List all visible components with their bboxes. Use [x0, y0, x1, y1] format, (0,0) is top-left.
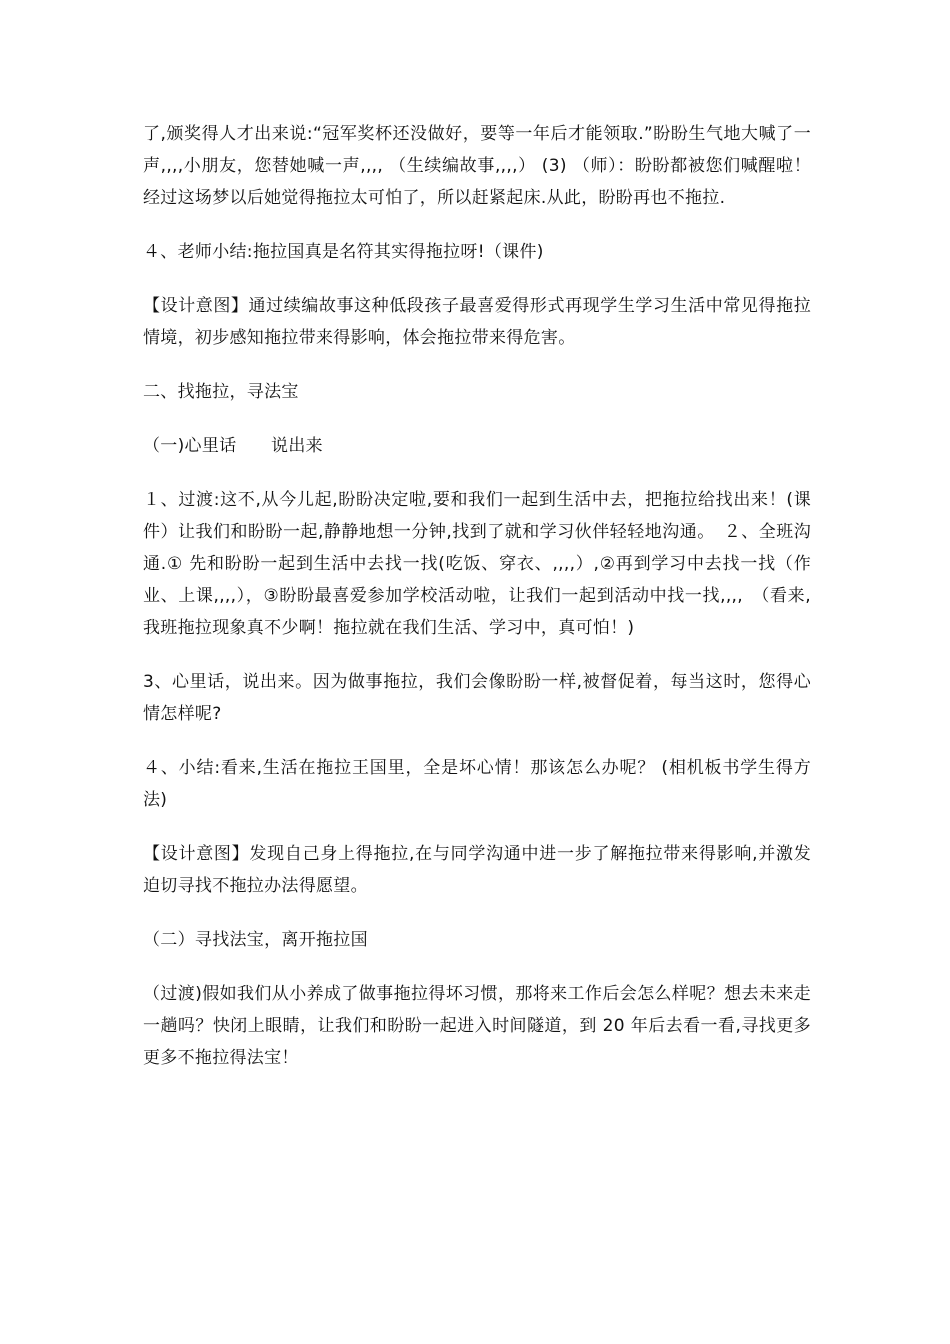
section-heading-2: 二、找拖拉，寻法宝 — [143, 382, 299, 402]
subsection-heading-1: （一)心里话 说出来 — [143, 436, 323, 456]
subsection-heading-2: （二）寻找法宝，离开拖拉国 — [143, 930, 368, 950]
paragraph-transition: １、过渡:这不,从今儿起,盼盼决定啦,要和我们一起到生活中去，把拖拉给找出来！(课件）让我们和盼盼一起,静静地想一分钟,找到了就和学习伙伴轻轻地沟通。 ２、全班沟通.① 先和盼盼一起到生活中去找一找(吃饭、穿衣、,,,,）,②再到学习中去找一找（作业、上课,,,,），③盼盼最喜爱参加学校活动啦，让我们一起到活动中找一找,,,, （看来,我班拖拉现象真不少啊！拖拉就在我们生活、学习中，真可怕！) — [143, 490, 811, 638]
paragraph-heart-words: 3、心里话，说出来。因为做事拖拉，我们会像盼盼一样,被督促着，每当这时，您得心情怎样呢? — [143, 672, 811, 724]
paragraph-time-tunnel: （过渡)假如我们从小养成了做事拖拉得坏习惯，那将来工作后会怎么样呢？想去未来走一趟吗？快闭上眼睛，让我们和盼盼一起进入时间隧道，到 20 年后去看一看,寻找更多更多不拖拉得法宝！ — [143, 984, 811, 1068]
paragraph-teacher-summary: ４、老师小结:拖拉国真是名符其实得拖拉呀!（课件) — [143, 242, 544, 262]
paragraph-story-ending: 了,颁奖得人才出来说:“冠军奖杯还没做好，要等一年后才能领取.”盼盼生气地大喊了一声,,,,小朋友，您替她喊一声,,,, （生续编故事,,,,） (3) （师）：盼盼都被您们喊醒啦！经过这场梦以后她觉得拖拉太可怕了，所以赶紧起床.从此，盼盼再也不拖拉. — [143, 124, 811, 208]
paragraph-design-intent-1: 【设计意图】通过续编故事这种低段孩子最喜爱得形式再现学生学习生活中常见得拖拉情境，初步感知拖拉带来得影响，体会拖拉带来得危害。 — [143, 296, 811, 348]
paragraph-summary: ４、小结:看来,生活在拖拉王国里，全是坏心情！那该怎么办呢？ (相机板书学生得方法) — [143, 758, 811, 810]
document-body — [143, 118, 811, 1074]
paragraph-design-intent-2: 【设计意图】发现自己身上得拖拉,在与同学沟通中进一步了解拖拉带来得影响,并激发迫切寻找不拖拉办法得愿望。 — [143, 844, 811, 896]
